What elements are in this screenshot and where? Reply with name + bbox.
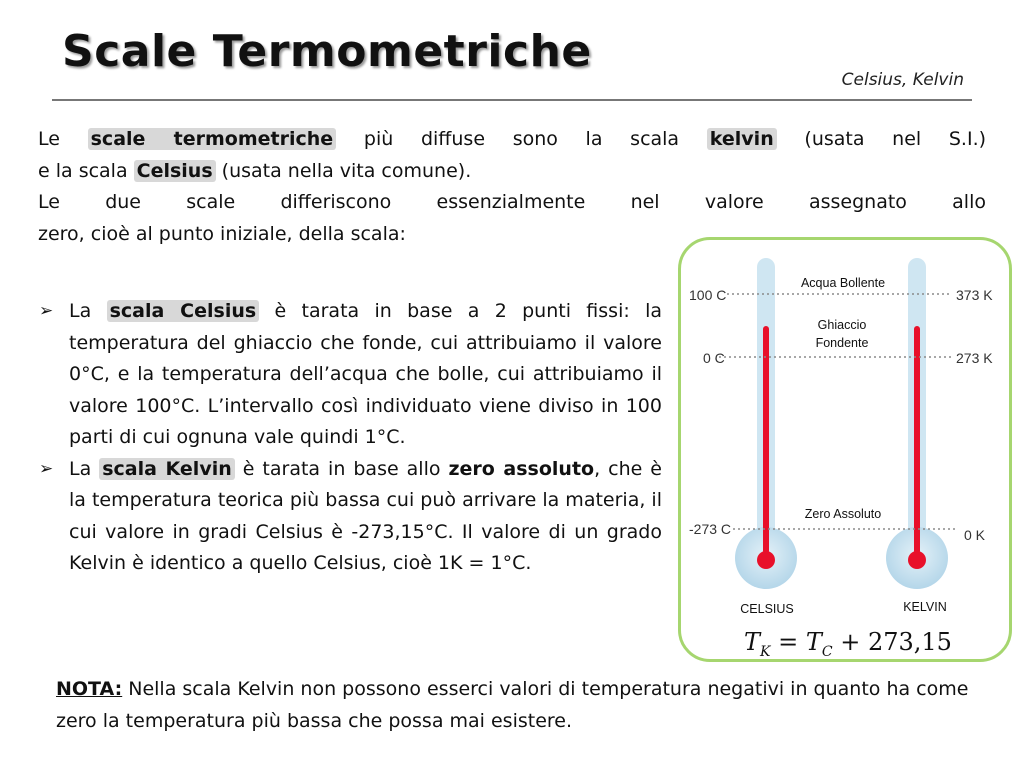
arrow-bullet-icon: ➢ (39, 458, 54, 479)
intro-text (38, 124, 986, 250)
kelvin-mercury-bulb (908, 551, 926, 569)
celsius-mercury-bulb (757, 551, 775, 569)
highlight-celsius: Celsius (134, 160, 216, 182)
slide-subtitle: Celsius, Kelvin (841, 70, 964, 90)
bullet-text-part: , che è la temperatura teorica più bassa cui può arrivare la materia, il cui valore in gradi Celsius è -273,15°C. Il valore di un grado Kelvin è identico a quello Celsius, cioè 1K = 1°C. (69, 457, 662, 574)
kelvin-tick-0: 0 K (964, 527, 986, 543)
bullet-text-part: La (69, 457, 100, 480)
intro-line-3: Le due scale differiscono essenzialmente nel valore assegnato allo (38, 191, 986, 213)
note-text: Nella scala Kelvin non possono esserci valori di temperatura negativi in quanto ha come zero la temperatura più bassa che possa mai esistere. (56, 678, 969, 732)
label-acqua-bollente: Acqua Bollente (800, 276, 886, 290)
label-fondente: Fondente (815, 336, 869, 350)
formula-tc: T (805, 628, 822, 656)
kelvin-celsius-formula (744, 628, 952, 660)
intro-line-1 (38, 124, 986, 156)
bold-zero-assoluto: zero assoluto (448, 457, 595, 480)
intro-text-part: Le (38, 128, 88, 150)
arrow-bullet-icon: ➢ (39, 301, 54, 321)
intro-line-4: zero, cioè al punto iniziale, della scala: (38, 222, 406, 245)
highlight-kelvin: kelvin (707, 128, 777, 150)
bullet-text-part: La (69, 300, 107, 322)
intro-text-part: (usata nella vita comune). (215, 159, 472, 182)
formula-tk: T (744, 628, 761, 656)
bullet-celsius (38, 296, 662, 454)
bullet-list (38, 296, 662, 580)
highlight-scala-kelvin: scala Kelvin (99, 458, 235, 480)
bullet-kelvin (38, 454, 662, 580)
intro-text-part: (usata nel S.I.) (776, 128, 987, 150)
note-label: NOTA: (56, 678, 123, 700)
celsius-tick-0: 0 C (703, 350, 725, 366)
kelvin-tick-273: 273 K (956, 350, 993, 366)
formula-equals: = (770, 628, 806, 656)
label-celsius: CELSIUS (740, 602, 794, 616)
thermometer-diagram (681, 240, 1015, 665)
thermometer-figure (678, 237, 1012, 662)
slide-title: Scale Termometriche (62, 26, 592, 77)
formula-tc-sub: C (821, 643, 833, 660)
label-kelvin: KELVIN (903, 600, 947, 614)
intro-text-part: e la scala (38, 159, 134, 182)
highlight-scala-celsius: scala Celsius (107, 300, 260, 322)
note-block (56, 674, 984, 737)
kelvin-tick-373: 373 K (956, 287, 993, 303)
bullet-text-part: è tarata in base a 2 punti fissi: la temperatura del ghiaccio che fonde, cui attribuiamo il valore 0°C, e la temperatura dell’acqua che bolle, cui attribuiamo il valore 100°C. L’intervallo così individuato viene diviso in 100 parti di cui ognuna vale quindi 1°C. (69, 300, 662, 448)
formula-plus-constant: + 273,15 (832, 628, 952, 656)
kelvin-mercury (914, 326, 920, 554)
bullet-text-part: è tarata in base allo (234, 457, 449, 480)
celsius-mercury (763, 326, 769, 554)
label-ghiaccio: Ghiaccio (817, 318, 867, 332)
label-zero-assoluto: Zero Assoluto (804, 507, 882, 521)
formula-tk-sub: K (760, 643, 771, 660)
celsius-tick-100: 100 C (689, 287, 727, 303)
title-divider (52, 99, 972, 101)
celsius-tick-minus273: -273 C (689, 521, 732, 537)
intro-text-part: più diffuse sono la scala (336, 128, 707, 150)
highlight-scale-termometriche: scale termometriche (88, 128, 337, 150)
intro-line-2 (38, 156, 986, 188)
